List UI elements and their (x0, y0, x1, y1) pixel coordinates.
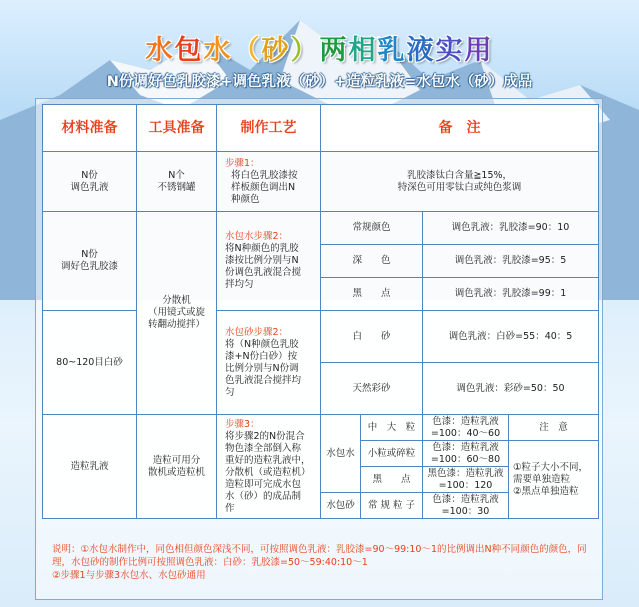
gran-item-ratio: 色漆：造粒乳液 =100：60～80 (423, 441, 509, 467)
wis-step2-text: 将（N种颜色乳胶 漆+N份白砂）按 比例分别与N份调 色乳液混合搅拌均 匀 (225, 338, 302, 398)
row3-process (217, 311, 321, 415)
row1-tools: N个 不锈钢罐 (137, 152, 217, 212)
row2-process (217, 212, 321, 311)
water-in-sand-label: 水包砂 (321, 493, 361, 519)
row1-remark: 乳胶漆钛白含量≧15%， 特深色可用零钛白或纯色浆调 (321, 152, 599, 212)
row2-material: N份 调好色乳胶漆 (43, 212, 137, 311)
row1-material: N份 调色乳液 (43, 152, 137, 212)
gran-item-name: 常 规 粒 子 (361, 493, 423, 519)
wiw-step2-text: 将N种颜色的乳胶 漆按比例分别与N 份调色乳液混合搅 拌均匀 (225, 243, 302, 290)
title-char: （ (232, 35, 262, 66)
gran-item-name: 小粒或碎粒 (361, 441, 423, 467)
wiw-item-ratio: 调色乳液：乳胶漆=95：5 (423, 245, 599, 278)
step3-title: 步骤3： (225, 418, 260, 430)
row2-tools: 分散机 （用镜式或旋 转翻动搅拌） (137, 212, 217, 415)
step1-text: 将白色乳胶漆按 样板颜色调出N 种颜色 (231, 169, 298, 205)
gran-item-ratio: 色漆：造粒乳液 =100：30 (423, 493, 509, 519)
row4-tools: 造粒可用分 散机或造粒机 (137, 415, 217, 519)
wiw-step2-title: 水包水步骤2： (225, 231, 289, 242)
title-char: 水 (145, 35, 175, 66)
header-material: 材料准备 (43, 105, 137, 152)
gran-item-ratio: 色漆：造粒乳液 =100：40～60 (423, 415, 509, 441)
wiw-item-ratio: 调色乳液：乳胶漆=90：10 (423, 212, 599, 245)
title-char: 两 (319, 35, 349, 66)
header-remarks: 备 注 (321, 105, 599, 152)
title-char: 相 (348, 35, 378, 66)
wiw-item-name: 黑 点 (321, 278, 423, 311)
page-title (0, 28, 639, 67)
wis-item-name: 天然彩砂 (321, 363, 423, 415)
step1-title: 步骤1： (225, 157, 260, 169)
gran-item-name: 黑 点 (361, 467, 423, 493)
wiw-item-name: 常规颜色 (321, 212, 423, 245)
row4-material: 造粒乳液 (43, 415, 137, 519)
title-char: ） (290, 35, 320, 66)
wis-item-ratio: 调色乳液：彩砂=50：50 (423, 363, 599, 415)
title-char: 包 (174, 35, 204, 66)
title-char: 砂 (261, 35, 291, 66)
title-char: 液 (406, 35, 436, 66)
title-char: 乳 (377, 35, 407, 66)
process-table (42, 104, 599, 519)
wis-item-name: 白 砂 (321, 311, 423, 363)
wiw-item-name: 深 色 (321, 245, 423, 278)
row4-process (217, 415, 321, 519)
title-char: 用 (464, 35, 494, 66)
page-subtitle: N份调好色乳胶漆+调色乳液（砂）+造粒乳液=水包水（砂）成品 (106, 74, 533, 90)
header-tools: 工具准备 (137, 105, 217, 152)
footnote: 说明：①水包水制作中，同色相但颜色深浅不同，可按照调色乳液：乳胶漆=90～99:10～1的比例调出N种不同颜色的颜色，同理，水包砂的制作比例可按照调色乳液：白砂：乳胶漆=50～59:40:10～1 ②步骤1与步骤3水包水、水包砂通用 (52, 544, 587, 581)
row1-process (217, 152, 321, 212)
title-char: 水 (203, 35, 233, 66)
gran-item-name: 中 大 粒 (361, 415, 423, 441)
attention-title: 注 意 (509, 415, 599, 441)
header-process: 制作工艺 (217, 105, 321, 152)
wis-item-ratio: 调色乳液：白砂=55：40：5 (423, 311, 599, 363)
step3-text: 将步骤2的N份混合 物色漆全部倒入称 重好的造粒乳液中， 分散机（或造粒机） 造粒即可完成水包 水（砂）的成品制 作 (225, 430, 311, 514)
wiw-item-ratio: 调色乳液：乳胶漆=99：1 (423, 278, 599, 311)
row3-material: 80~120目白砂 (43, 311, 137, 415)
gran-item-ratio: 黑色漆：造粒乳液 =100：120 (423, 467, 509, 493)
title-char: 实 (435, 35, 465, 66)
attention-text: ①粒子大小不同， 需要单独造粒 ②黑点单独造粒 (509, 441, 599, 519)
wis-step2-title: 水包砂步骤2： (225, 326, 289, 338)
water-in-water-label: 水包水 (321, 415, 361, 493)
